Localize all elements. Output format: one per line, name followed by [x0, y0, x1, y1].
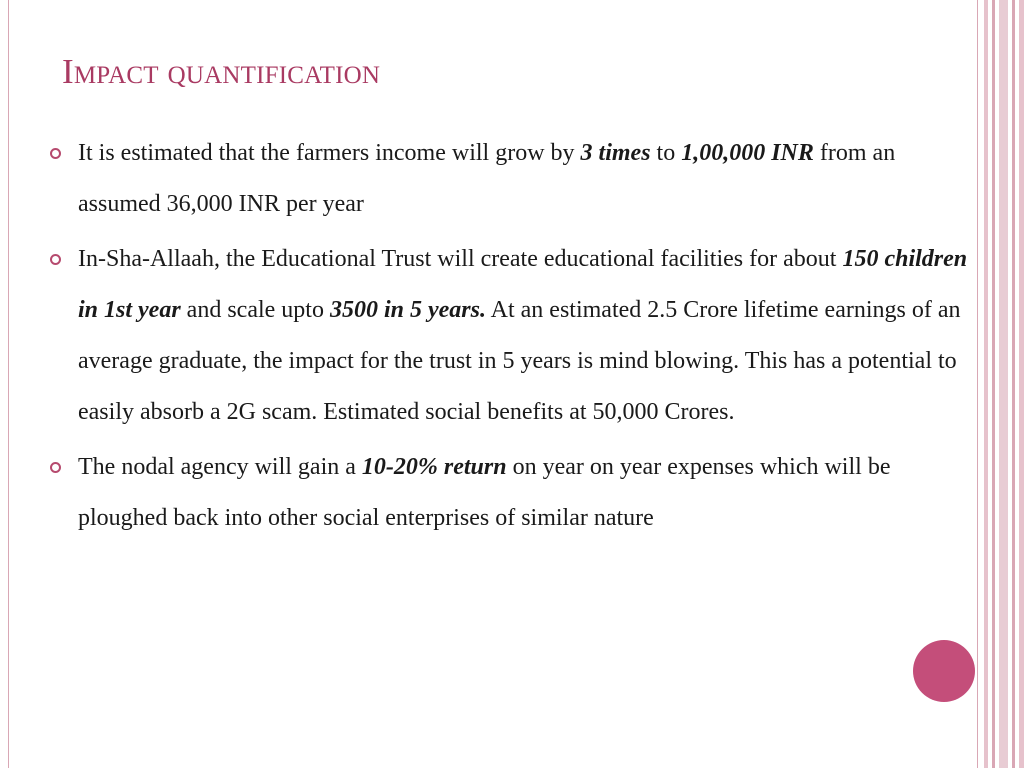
decorative-side-stripes	[984, 0, 1024, 768]
emphasis-text: 3 times	[580, 140, 651, 166]
emphasis-text: 150 children in 1st year	[78, 246, 968, 323]
bullet-circle-icon	[50, 254, 61, 265]
text-run: and scale upto	[180, 297, 330, 323]
stripe	[992, 0, 995, 768]
stripe	[999, 0, 1008, 768]
bullet-item	[48, 128, 973, 230]
bullet-text	[78, 246, 967, 425]
emphasis-text: 10-20% return	[361, 454, 507, 480]
text-run: on year on year expenses which will be ploughed back into other social enterprises of similar nature	[78, 454, 891, 531]
text-run: In-Sha-Allaah, the Educational Trust will create educational facilities for about	[78, 246, 843, 272]
bullet-item	[48, 442, 973, 544]
bullet-text	[78, 454, 890, 531]
decorative-accent-circle	[913, 640, 975, 702]
text-run: It is estimated that the farmers income will grow by	[78, 140, 581, 166]
bullet-circle-icon	[50, 148, 61, 159]
text-run: from an assumed 36,000 INR per year	[78, 140, 896, 217]
stripe	[1012, 0, 1015, 768]
stripe	[984, 0, 988, 768]
bullet-list	[48, 128, 973, 548]
emphasis-text: 1,00,000 INR	[681, 140, 814, 166]
slide-title: Impact quantification	[62, 52, 381, 91]
bullet-item	[48, 234, 973, 438]
bullet-circle-icon	[50, 462, 61, 473]
bullet-text	[78, 140, 895, 217]
text-run: to	[650, 140, 682, 166]
text-run: At an estimated 2.5 Crore lifetime earnings of an average graduate, the impact for the trust in 5 years is mind blowing. This has a potential to easily absorb a 2G scam. Estimated social benefits at 50,000 Crores.	[78, 297, 961, 425]
text-run: The nodal agency will gain a	[78, 454, 362, 480]
stripe	[1019, 0, 1024, 768]
emphasis-text: 3500 in 5 years.	[329, 297, 486, 323]
